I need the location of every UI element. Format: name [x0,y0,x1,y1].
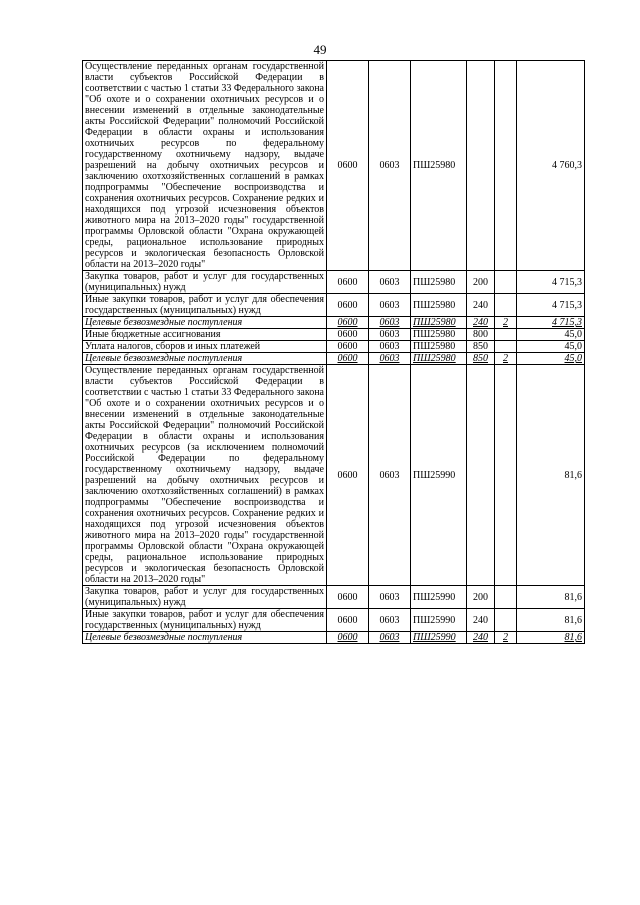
target-article-code: ПШ25980 [411,61,467,271]
target-article-code: ПШ25990 [411,365,467,586]
section-code: 0600 [327,609,369,632]
funding-source-code: 2 [495,353,517,365]
table-row [83,294,585,317]
section-code: 0600 [327,365,369,586]
expense-type-code [467,61,495,271]
funding-source-code: 2 [495,317,517,329]
amount-value: 45,0 [517,329,585,341]
amount-value: 81,6 [517,586,585,609]
section-code: 0600 [327,329,369,341]
funding-source-code [495,609,517,632]
expense-type-code: 240 [467,294,495,317]
funding-source-code: 2 [495,632,517,644]
table-row [83,365,585,586]
funding-source-code [495,61,517,271]
page-number: 49 [313,42,327,57]
subsection-code: 0603 [369,365,411,586]
target-article-code: ПШ25980 [411,341,467,353]
amount-value: 4 760,3 [517,61,585,271]
subsection-code: 0603 [369,294,411,317]
row-description: Закупка товаров, работ и услуг для государственных (муниципальных) нужд [83,271,327,294]
amount-value: 4 715,3 [517,271,585,294]
expense-type-code: 240 [467,317,495,329]
subsection-code: 0603 [369,632,411,644]
target-article-code: ПШ25980 [411,329,467,341]
target-article-code: ПШ25980 [411,271,467,294]
funding-source-code [495,365,517,586]
funding-source-code [495,329,517,341]
funding-source-code [495,341,517,353]
section-code: 0600 [327,294,369,317]
target-article-code: ПШ25980 [411,353,467,365]
funding-source-code [495,586,517,609]
row-description: Иные бюджетные ассигнования [83,329,327,341]
amount-value: 4 715,3 [517,294,585,317]
table-row [83,632,585,644]
row-description: Целевые безвозмездные поступления [83,353,327,365]
table-row [83,353,585,365]
amount-value: 81,6 [517,365,585,586]
section-code: 0600 [327,353,369,365]
amount-value: 81,6 [517,632,585,644]
expense-type-code: 800 [467,329,495,341]
subsection-code: 0603 [369,586,411,609]
funding-source-code [495,271,517,294]
section-code: 0600 [327,632,369,644]
table-row [83,609,585,632]
expense-type-code: 240 [467,632,495,644]
target-article-code: ПШ25980 [411,317,467,329]
target-article-code: ПШ25990 [411,609,467,632]
expense-type-code: 850 [467,353,495,365]
subsection-code: 0603 [369,329,411,341]
row-description: Осуществление переданных органам государственной власти субъектов Российской Федерации в соответствии с частью 1 статьи 33 Федерального закона "Об охоте и о сохранении охотничьих ресурсов и о внесении изменений в отдельные законодательные акты Российской Федерации" полномочий Российской Федерации в области охраны и использования охотничьих ресурсов (за исключением полномочий Российской Федерации по федеральному государственному охотничьему надзору, выдаче разрешений на добычу охотничьих ресурсов и заключению охотхозяйственных соглашений) в рамках подпрограммы "Обеспечение воспроизводства и сохранения охотничьих ресурсов. Сохранение редких и находящихся под угрозой исчезновения объектов животного мира на 2013–2020 годы" государственной программы Орловской области "Охрана окружающей среды, рациональное использование природных ресурсов и экологическая безопасность Орловской области на 2013–2020 годы" [83,365,327,586]
expense-type-code: 200 [467,586,495,609]
section-code: 0600 [327,317,369,329]
subsection-code: 0603 [369,271,411,294]
table-row [83,317,585,329]
section-code: 0600 [327,341,369,353]
subsection-code: 0603 [369,341,411,353]
row-description: Закупка товаров, работ и услуг для государственных (муниципальных) нужд [83,586,327,609]
row-description: Уплата налогов, сборов и иных платежей [83,341,327,353]
row-description: Иные закупки товаров, работ и услуг для обеспечения государственных (муниципальных) нужд [83,609,327,632]
subsection-code: 0603 [369,609,411,632]
budget-table [82,60,585,644]
expense-type-code: 200 [467,271,495,294]
table-row [83,329,585,341]
amount-value: 81,6 [517,609,585,632]
target-article-code: ПШ25980 [411,294,467,317]
section-code: 0600 [327,586,369,609]
amount-value: 4 715,3 [517,317,585,329]
row-description: Целевые безвозмездные поступления [83,632,327,644]
subsection-code: 0603 [369,61,411,271]
expense-type-code: 850 [467,341,495,353]
subsection-code: 0603 [369,353,411,365]
section-code: 0600 [327,61,369,271]
amount-value: 45,0 [517,353,585,365]
funding-source-code [495,294,517,317]
table-row [83,61,585,271]
expense-type-code [467,365,495,586]
table-row [83,341,585,353]
target-article-code: ПШ25990 [411,632,467,644]
table-row [83,586,585,609]
row-description: Иные закупки товаров, работ и услуг для обеспечения государственных (муниципальных) нужд [83,294,327,317]
table-row [83,271,585,294]
row-description: Целевые безвозмездные поступления [83,317,327,329]
subsection-code: 0603 [369,317,411,329]
amount-value: 45,0 [517,341,585,353]
row-description: Осуществление переданных органам государственной власти субъектов Российской Федерации в соответствии с частью 1 статьи 33 Федерального закона "Об охоте и о сохранении охотничьих ресурсов и о внесении изменений в отдельные законодательные акты Российской Федерации" полномочий Российской Федерации в области охраны и использования охотничьих ресурсов по федеральному государственному охотничьему надзору, выдаче разрешений на добычу охотничьих ресурсов и заключению охотхозяйственных соглашений в рамках подпрограммы "Обеспечение воспроизводства и сохранения охотничьих ресурсов. Сохранение редких и находящихся под угрозой исчезновения объектов животного мира на 2013–2020 годы" государственной программы Орловской области "Охрана окружающей среды, рациональное использование природных ресурсов и экологическая безопасность Орловской области на 2013–2020 годы" [83,61,327,271]
expense-type-code: 240 [467,609,495,632]
target-article-code: ПШ25990 [411,586,467,609]
section-code: 0600 [327,271,369,294]
